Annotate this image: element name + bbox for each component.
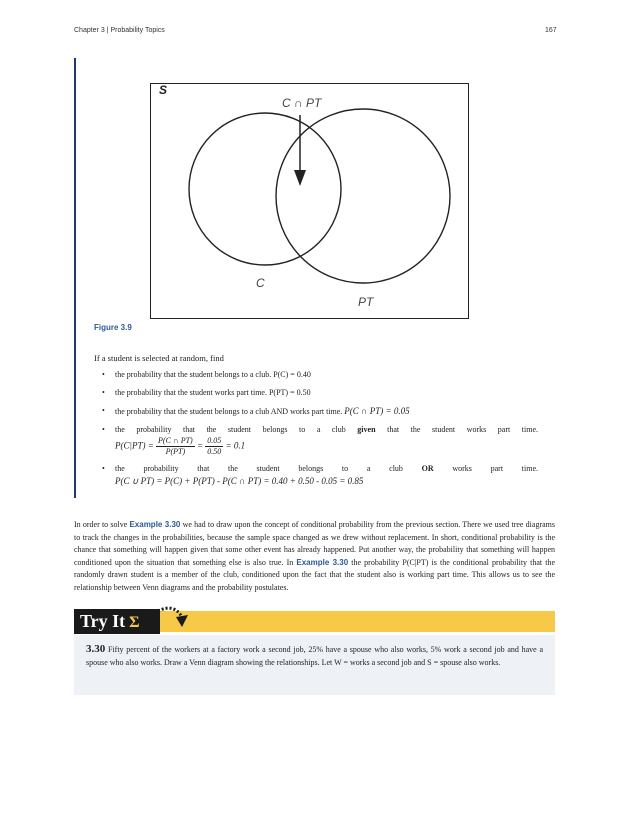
try-it-exercise [74, 635, 555, 695]
example-sidebar-rule [74, 58, 76, 498]
list-item [102, 405, 538, 418]
venn-diagram [150, 80, 470, 320]
formula: P(C ∪ PT) = P(C) + P(PT) - P(C ∩ PT) = 0.40 + 0.50 - 0.05 = 0.85 [115, 476, 364, 486]
body-paragraph: In order to solve Example 3.30 we had to draw upon the concept of conditional probability from the previous section. There we used tree diagrams to track the changes in the probabilities, because the sample space changed as we drew without replacement. In short, conditional probability is the chance that something will happen given that some other event has already happened. Put another way, the probability that something will happen conditioned upon the situation that something else is also true. In Example 3.30 the probability P(C|PT) is the conditional probability that the randomly drawn student is a member of the club, conditioned upon the fact that the student also is working part time. This allows us to see the relationship between Venn diagrams and the probability postulates. [74, 520, 556, 592]
list-item [102, 387, 538, 399]
bullet-text-line: • the probability that the student belongs to a club OR works part time. [115, 464, 538, 473]
list-item [102, 463, 538, 487]
list-item [102, 369, 538, 381]
bullet-text-line: • the probability that the student belongs to a club given that the student works part time. [115, 425, 539, 434]
formula: P(C ∩ PT) = 0.05 [344, 406, 410, 416]
example-link[interactable]: Example 3.30 [296, 557, 349, 567]
example-link[interactable]: Example 3.30 [129, 520, 181, 529]
list-item [102, 424, 538, 457]
question-list [102, 369, 538, 493]
circle-pt [276, 109, 450, 283]
intro-text: If a student is selected at random, find [94, 353, 224, 363]
exercise-text: Fifty percent of the workers at a factory work a second job, 25% have a spouse who also works, 5% work a second job and have a spouse who also works. Draw a Venn diagram showing the relationships. Let W = works a second job and S = spouse also works. [86, 645, 544, 667]
intersection-arrow-head [294, 170, 306, 186]
circle-pt-label: PT [358, 295, 374, 309]
circle-c [189, 113, 341, 265]
conditional-formula: P(C|PT) = $\frac{P(C \cap PT)}{P(PT)}$ = $\frac{0.05}{0.50}$ = 0.1 [115, 436, 246, 456]
circle-c-label: C [256, 276, 265, 290]
page-number: 167 [545, 27, 557, 34]
sample-space-label: S [159, 83, 168, 97]
chapter-header: Chapter 3 | Probability Topics [74, 27, 165, 34]
intersection-label: C ∩ PT [282, 96, 322, 110]
exercise-number: 3.30 [86, 643, 106, 655]
sample-space-box [151, 84, 469, 319]
bullet-text: the probability that the student works part time. P(PT) = 0.50 [115, 388, 311, 397]
try-it-label: Try It Σ [74, 609, 160, 634]
sigma-icon: Σ [129, 614, 140, 631]
figure-caption: Figure 3.9 [94, 323, 132, 332]
bullet-text: the probability that the student belongs to a club. P(C) = 0.40 [115, 370, 311, 379]
curved-arrow-icon [152, 603, 192, 633]
bullet-text: the probability that the student belongs to a club AND works part time. [115, 407, 343, 416]
